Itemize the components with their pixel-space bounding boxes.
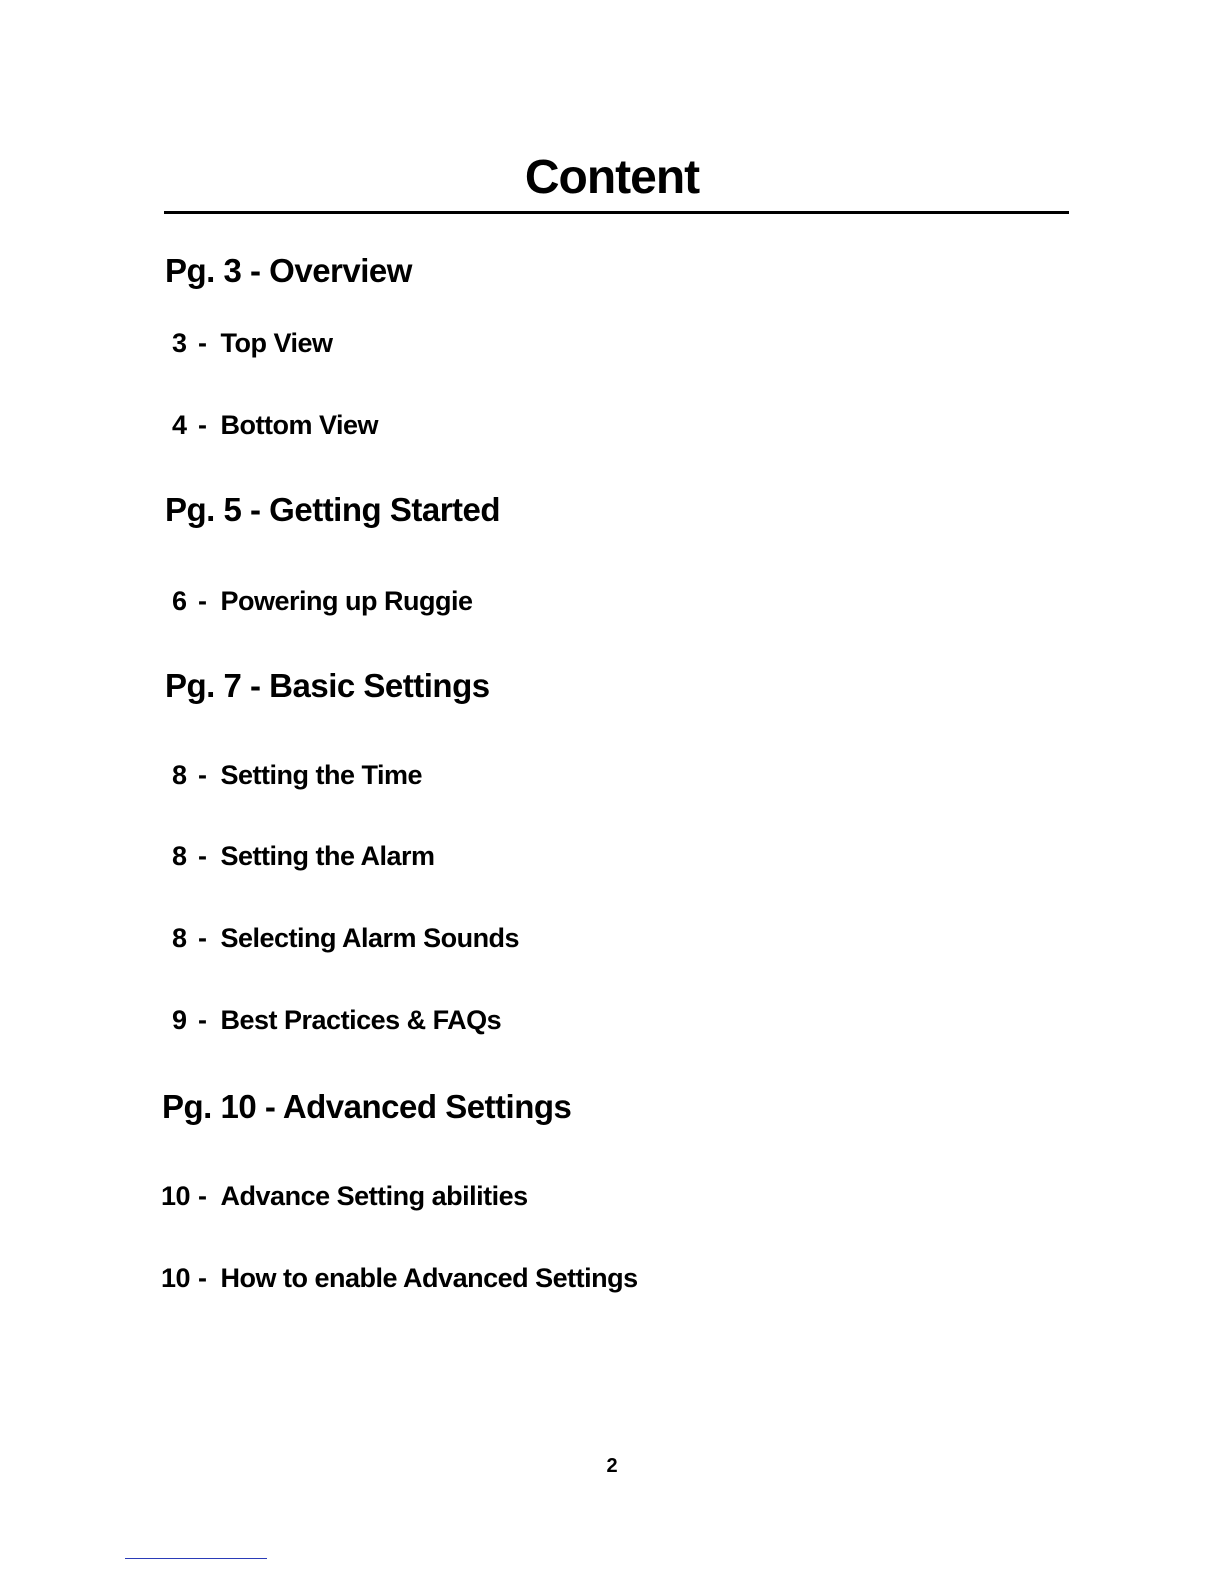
entry-page-number: 8 bbox=[172, 923, 187, 953]
entry-separator: - bbox=[198, 841, 207, 871]
section-heading-overview: Pg. 3 - Overview bbox=[165, 252, 412, 289]
entry-label: Selecting Alarm Sounds bbox=[220, 923, 520, 953]
entry-separator: - bbox=[198, 1181, 207, 1211]
entry-page-number: 8 bbox=[172, 760, 187, 790]
entry-label: How to enable Advanced Settings bbox=[220, 1263, 638, 1293]
entry-separator: - bbox=[198, 328, 207, 358]
entry-separator: - bbox=[198, 1263, 207, 1293]
toc-entry-setting-time[interactable] bbox=[172, 760, 422, 791]
page-title: Content bbox=[524, 151, 700, 204]
entry-separator: - bbox=[198, 586, 207, 616]
entry-page-number: 6 bbox=[172, 586, 187, 616]
footnote-divider bbox=[125, 1558, 267, 1559]
entry-label: Setting the Time bbox=[220, 760, 423, 790]
entry-separator: - bbox=[198, 923, 207, 953]
toc-entry-bottom-view[interactable] bbox=[172, 410, 378, 441]
entry-separator: - bbox=[198, 760, 207, 790]
page-number: 2 bbox=[606, 1455, 618, 1477]
entry-separator: - bbox=[198, 1005, 207, 1035]
entry-label: Advance Setting abilities bbox=[220, 1181, 528, 1211]
section-heading-getting-started: Pg. 5 - Getting Started bbox=[165, 491, 501, 528]
toc-entry-top-view[interactable] bbox=[172, 328, 333, 359]
entry-label: Top View bbox=[220, 328, 333, 358]
toc-entry-setting-alarm[interactable] bbox=[172, 841, 435, 872]
toc-entry-best-practices[interactable] bbox=[172, 1005, 501, 1036]
entry-page-number: 3 bbox=[172, 328, 187, 358]
toc-entry-alarm-sounds[interactable] bbox=[172, 923, 519, 954]
entry-page-number: 9 bbox=[172, 1005, 187, 1035]
entry-label: Setting the Alarm bbox=[220, 841, 435, 871]
toc-entry-powering-up[interactable] bbox=[172, 586, 473, 617]
section-heading-advanced-settings: Pg. 10 - Advanced Settings bbox=[162, 1088, 572, 1125]
entry-label: Bottom View bbox=[220, 410, 379, 440]
section-heading-basic-settings: Pg. 7 - Basic Settings bbox=[165, 667, 490, 704]
entry-label: Best Practices & FAQs bbox=[220, 1005, 502, 1035]
entry-page-number: 8 bbox=[172, 841, 187, 871]
toc-entry-enable-advanced[interactable] bbox=[161, 1263, 638, 1294]
toc-entry-advance-abilities[interactable] bbox=[161, 1181, 528, 1212]
entry-label: Powering up Ruggie bbox=[220, 586, 473, 616]
entry-separator: - bbox=[198, 410, 207, 440]
entry-page-number: 10 bbox=[161, 1181, 191, 1211]
entry-page-number: 10 bbox=[161, 1263, 191, 1293]
entry-page-number: 4 bbox=[172, 410, 187, 440]
